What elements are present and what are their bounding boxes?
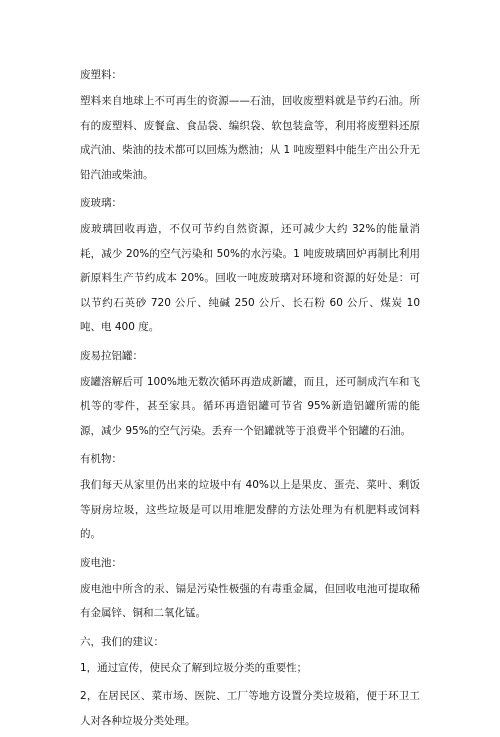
section-body-plastic: 塑料来自地球上不可再生的资源——石油，回收废塑料就是节约石油。所有的废塑料、废餐盒、食品袋、编织袋、软包装盒等，利用将废塑料还原成汽油、柴油的技术都可以回炼为燃油；从 1 吨废塑料中能生产出公升无铅汽油或柴油。 xyxy=(80,95,420,181)
section-heading-battery: 废电池： xyxy=(80,556,122,569)
section-heading-aluminum: 废易拉铝罐： xyxy=(80,349,143,362)
suggestion-item-2: 2，在居民区、菜市场、医院、工厂等地方设置分类垃圾箱，便于环卫工人对各种垃圾分类处理。 xyxy=(80,690,420,727)
suggestions-heading: 六，我们的建议： xyxy=(80,635,164,648)
section-body-battery: 废电池中所含的汞、镉是污染性极强的有毒重金属，但回收电池可提取稀有金属锌、铜和二氧化锰。 xyxy=(80,582,420,619)
section-body-organic: 我们每天从家里仍出来的垃圾中有 40%以上是果皮、蛋壳、菜叶、剩饭等厨房垃圾，这些垃圾是可以用堆肥发酵的方法处理为有机肥料或饲料的。 xyxy=(80,479,420,540)
section-body-aluminum: 废罐溶解后可 100%地无数次循环再造成新罐，而且，还可制成汽车和飞机等的零件，甚至家具。循环再造铝罐可节省 95%新造铝罐所需的能源，减少 95%的空气污染。丢弃一个铝罐就等于浪费半个铝罐的石油。 xyxy=(80,375,420,437)
section-heading-plastic: 废塑料： xyxy=(80,69,122,81)
section-body-glass: 废玻璃回收再造，不仅可节约自然资源，还可减少大约 32%的能量消耗，减少 20%的空气污染和 50%的水污染。1 吨废玻璃回炉再制比利用新原料生产节约成本 20%。回收一吨废玻璃对环境和资源的好处是：可以节约石英砂 720 公斤、纯碱 250 公斤、长石粉 60 公斤、煤炭 10 吨、电 400 度。 xyxy=(80,223,420,333)
document-body xyxy=(80,63,420,737)
section-heading-glass: 废玻璃： xyxy=(80,197,122,209)
section-heading-organic: 有机物： xyxy=(80,453,122,465)
suggestion-item-1: 1，通过宣传，使民众了解到垃圾分类的重要性； xyxy=(80,661,308,674)
